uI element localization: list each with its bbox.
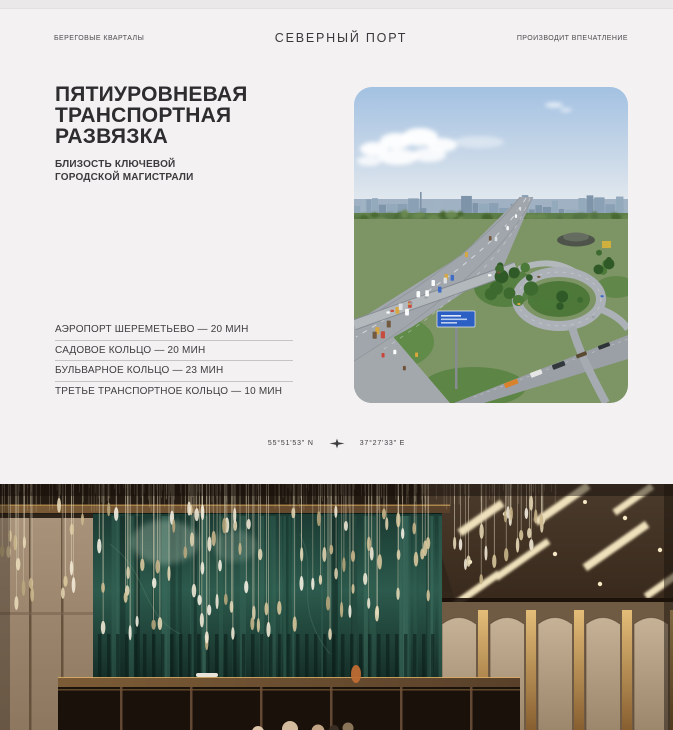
page-title — [55, 84, 248, 147]
lobby-interior-photo — [0, 484, 673, 730]
brand-logo[interactable]: СЕВЕРНЫЙ ПОРТ — [274, 31, 408, 45]
reception-counter — [58, 678, 520, 687]
title-line-3: РАЗВЯЗКА — [55, 125, 168, 148]
vase — [351, 665, 361, 683]
title-line-1: ПЯТИУРОВНЕВАЯ — [55, 83, 248, 106]
latitude: 55°51'53" N — [267, 440, 314, 447]
list-item: ТРЕТЬЕ ТРАНСПОРТНОЕ КОЛЬЦО — 10 МИН — [55, 385, 283, 397]
list-item: БУЛЬВАРНОЕ КОЛЬЦО — 23 МИН — [55, 361, 293, 382]
header-left-label: БЕРЕГОВЫЕ КВАРТАЛЫ — [54, 35, 145, 42]
lobby-photo-illustration — [0, 484, 673, 730]
subtitle-line-1: БЛИЗОСТЬ КЛЮЧЕВОЙ — [55, 159, 176, 170]
coordinates — [0, 438, 673, 449]
highway-interchange-photo — [354, 87, 628, 403]
subtitle-line-2: ГОРОДСКОЙ МАГИСТРАЛИ — [55, 172, 194, 183]
list-item: АЭРОПОРТ ШЕРЕМЕТЬЕВО — 20 МИН — [55, 320, 293, 341]
header-right-label: ПРОИЗВОДИТ ВПЕЧАТЛЕНИЕ — [516, 35, 628, 42]
longitude: 37°27'33" E — [359, 440, 406, 447]
list-item: САДОВОЕ КОЛЬЦО — 20 МИН — [55, 341, 293, 362]
previous-section-edge — [0, 0, 673, 9]
interchange-photo-illustration — [354, 87, 628, 403]
page-subtitle — [55, 158, 194, 184]
tray — [196, 673, 218, 677]
distance-list — [55, 320, 293, 401]
title-line-2: ТРАНСПОРТНАЯ — [55, 104, 232, 127]
compass-star-icon — [329, 438, 345, 449]
header — [54, 31, 628, 47]
